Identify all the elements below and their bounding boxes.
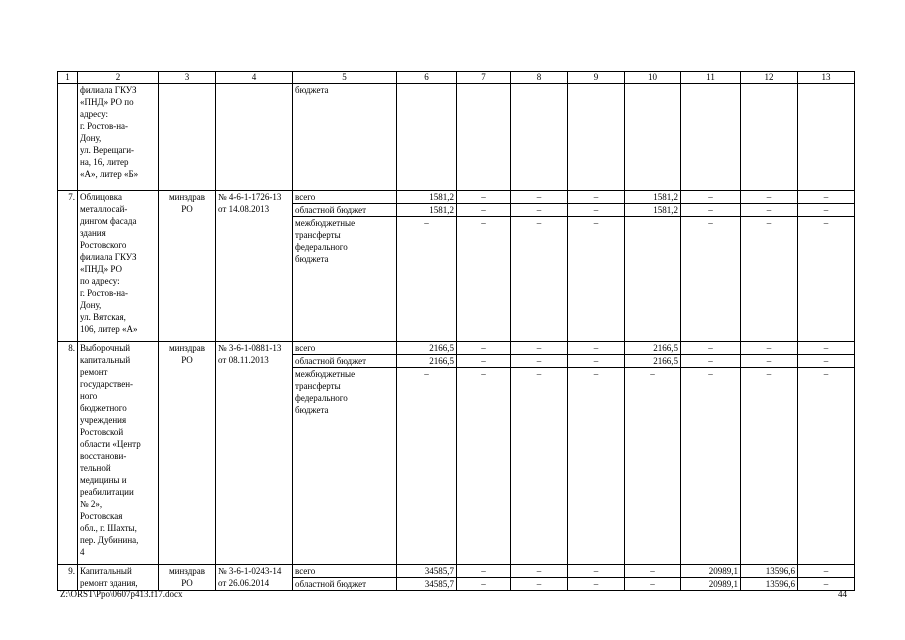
document-number-cell: № 3-6-1-0881-13 от 08.11.2013	[216, 342, 293, 565]
value-cell: –	[798, 191, 855, 204]
value-cell: –	[741, 204, 798, 217]
budget-table	[57, 71, 855, 591]
value-cell: –	[625, 368, 681, 565]
funding-source-cell: межбюджетные трансферты федерального бюджета	[293, 217, 397, 342]
value-cell: 34585,7	[397, 565, 457, 578]
funding-source-cell: областной бюджет	[293, 204, 397, 217]
value-cell: –	[798, 565, 855, 578]
value-cell: –	[568, 355, 625, 368]
column-number: 8	[511, 72, 568, 84]
column-number: 7	[457, 72, 511, 84]
value-cell: –	[457, 368, 511, 565]
funding-source-cell: всего	[293, 565, 397, 578]
value-cell: –	[681, 342, 741, 355]
column-number: 10	[625, 72, 681, 84]
value-cell: –	[681, 204, 741, 217]
column-number: 9	[568, 72, 625, 84]
object-name-cell: Выборочный капитальный ремонт государствен- ного бюджетного учреждения Ростовской области «Центр восстанови- тельной медицины и реабилитации № 2», Ростовская обл., г. Шахты, пер. Дубинина, 4	[78, 342, 159, 565]
value-cell: –	[568, 342, 625, 355]
value-cell: 34585,7	[397, 578, 457, 591]
value-cell: 2166,5	[625, 355, 681, 368]
column-number: 13	[798, 72, 855, 84]
value-cell: –	[798, 368, 855, 565]
value-cell: –	[511, 578, 568, 591]
table-row	[58, 191, 855, 204]
funding-source-cell: областной бюджет	[293, 578, 397, 591]
page-number: 44	[838, 589, 847, 599]
value-cell: 20989,1	[681, 565, 741, 578]
column-number: 6	[397, 72, 457, 84]
table-row	[58, 565, 855, 578]
value-cell: 2166,5	[397, 355, 457, 368]
table-row	[58, 342, 855, 355]
value-cell: –	[741, 217, 798, 342]
column-number: 3	[159, 72, 216, 84]
value-cell: –	[457, 204, 511, 217]
column-number: 1	[58, 72, 78, 84]
funding-source-cell: межбюджетные трансферты федерального бюджета	[293, 368, 397, 565]
row-number-cell: 9.	[58, 565, 78, 591]
value-cell	[625, 217, 681, 342]
value-cell: –	[511, 355, 568, 368]
value-cell: –	[568, 565, 625, 578]
column-number: 11	[681, 72, 741, 84]
value-cell: –	[457, 355, 511, 368]
value-cell: 20989,1	[681, 578, 741, 591]
column-number: 2	[78, 72, 159, 84]
value-cell: –	[568, 204, 625, 217]
value-cell: –	[511, 368, 568, 565]
continuation-row	[58, 84, 855, 191]
value-cell: 2166,5	[625, 342, 681, 355]
value-cell: –	[457, 565, 511, 578]
value-cell: –	[681, 355, 741, 368]
value-cell: –	[681, 368, 741, 565]
value-cell: –	[798, 578, 855, 591]
customer-cell: минздрав РО	[159, 191, 216, 342]
value-cell: –	[625, 565, 681, 578]
value-cell: –	[741, 342, 798, 355]
value-cell: –	[681, 191, 741, 204]
column-number-row	[58, 72, 855, 84]
row-number-cell: 8.	[58, 342, 78, 565]
value-cell: –	[741, 191, 798, 204]
funding-source-cell: всего	[293, 191, 397, 204]
value-cell: –	[511, 191, 568, 204]
footer-file-path: Z:\ORST\Ppo\0607p413.f17.docx	[60, 589, 183, 599]
column-number: 5	[293, 72, 397, 84]
value-cell: –	[798, 204, 855, 217]
value-cell: –	[798, 217, 855, 342]
value-cell: 1581,2	[397, 191, 457, 204]
object-name-cell: Капитальный ремонт здания,	[78, 565, 159, 591]
value-cell: –	[511, 342, 568, 355]
funding-source-cell: областной бюджет	[293, 355, 397, 368]
funding-source-cell: всего	[293, 342, 397, 355]
column-number: 12	[741, 72, 798, 84]
funding-source-cell: бюджета	[293, 84, 397, 191]
value-cell: –	[568, 191, 625, 204]
value-cell: –	[457, 578, 511, 591]
value-cell: –	[397, 217, 457, 342]
table-body	[58, 72, 855, 591]
value-cell: –	[511, 565, 568, 578]
value-cell: –	[568, 217, 625, 342]
object-name-cell: филиала ГКУЗ «ПНД» РО по адресу: г. Ростов-на- Дону, ул. Верещаги- на, 16, литер «А», литер «Б»	[78, 84, 159, 191]
value-cell: 13596,6	[741, 578, 798, 591]
customer-cell: минздрав РО	[159, 565, 216, 591]
value-cell: 2166,5	[397, 342, 457, 355]
value-cell: –	[625, 578, 681, 591]
column-number: 4	[216, 72, 293, 84]
value-cell: –	[511, 204, 568, 217]
value-cell: –	[397, 368, 457, 565]
document-number-cell: № 3-6-1-0243-14 от 26.06.2014	[216, 565, 293, 591]
value-cell: –	[568, 578, 625, 591]
value-cell: 13596,6	[741, 565, 798, 578]
value-cell: –	[511, 217, 568, 342]
value-cell: –	[457, 191, 511, 204]
row-number-cell: 7.	[58, 191, 78, 342]
value-cell: –	[457, 217, 511, 342]
value-cell: 1581,2	[397, 204, 457, 217]
value-cell: –	[681, 217, 741, 342]
value-cell: 1581,2	[625, 204, 681, 217]
object-name-cell: Облицовка металлосай- дингом фасада здания Ростовского филиала ГКУЗ «ПНД» РО по адресу: г. Ростов-на- Дону, ул. Вятская, 106, литер «А»	[78, 191, 159, 342]
value-cell: –	[741, 368, 798, 565]
value-cell: 1581,2	[625, 191, 681, 204]
customer-cell: минздрав РО	[159, 342, 216, 565]
value-cell: –	[798, 355, 855, 368]
value-cell: –	[798, 342, 855, 355]
value-cell: –	[457, 342, 511, 355]
value-cell: –	[741, 355, 798, 368]
document-number-cell: № 4-6-1-1726-13 от 14.08.2013	[216, 191, 293, 342]
value-cell: –	[568, 368, 625, 565]
